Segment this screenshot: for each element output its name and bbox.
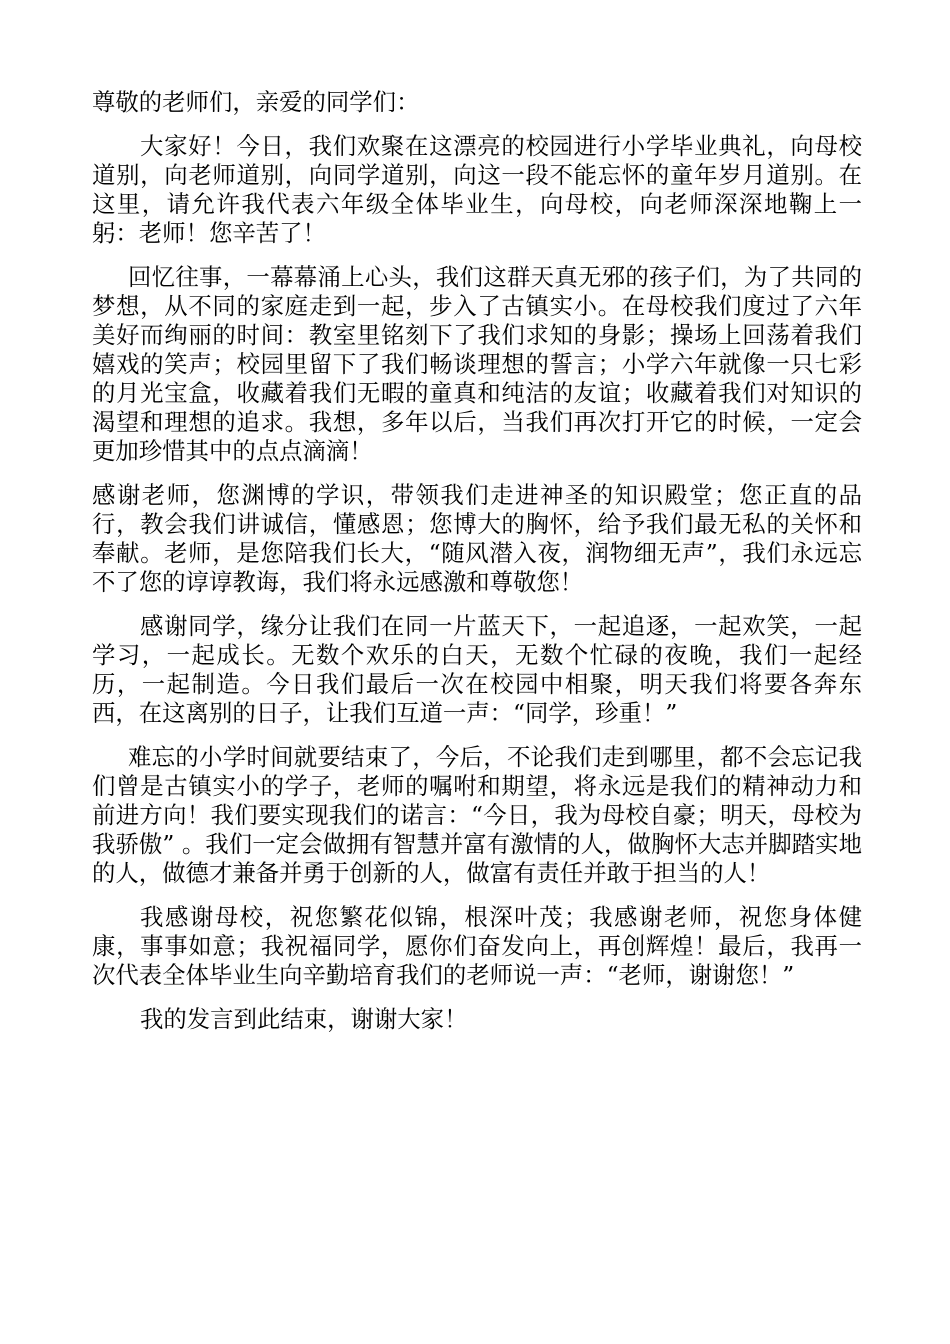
- paragraph-thanks-teachers: 感谢老师，您渊博的学识，带领我们走进神圣的知识殿堂；您正直的品行，教会我们讲诚信，懂感恩；您博大的胸怀，给予我们最无私的关怀和奉献。老师，是您陪我们长大，“随风潜入夜，润物细无声”，我们永远忘不了您的谆谆教诲，我们将永远感激和尊敬您！: [92, 481, 862, 596]
- paragraph-opening: 大家好！今日，我们欢聚在这漂亮的校园进行小学毕业典礼，向母校道别，向老师道别，向同学道别，向这一段不能忘怀的童年岁月道别。在这里，请允许我代表六年级全体毕业生，向母校，向老师深深地鞠上一躬：老师！您辛苦了！: [92, 132, 862, 247]
- paragraph-closing: 我的发言到此结束，谢谢大家！: [140, 1005, 468, 1033]
- speech-document: [92, 88, 862, 1049]
- paragraph-future: 难忘的小学时间就要结束了，今后，不论我们走到哪里，都不会忘记我们曾是古镇实小的学子，老师的嘱咐和期望，将永远是我们的精神动力和前进方向！我们要实现我们的诺言：“今日，我为母校自豪；明天，母校为我骄傲” 。我们一定会做拥有智慧并富有激情的人，做胸怀大志并脚踏实地的人，做德才兼备并勇于创新的人，做富有责任并敢于担当的人！: [92, 743, 862, 887]
- paragraph-thanks-classmates: 感谢同学，缘分让我们在同一片蓝天下，一起追逐，一起欢笑，一起学习，一起成长。无数个欢乐的白天，无数个忙碌的夜晚，我们一起经历，一起制造。今日我们最后一次在校园中相聚，明天我们将要各奔东西，在这离别的日子，让我们互道一声：“同学，珍重！”: [92, 612, 862, 727]
- paragraph-blessings: 我感谢母校，祝您繁花似锦，根深叶茂；我感谢老师，祝您身体健康，事事如意；我祝福同学，愿你们奋发向上，再创辉煌！最后，我再一次代表全体毕业生向辛勤培育我们的老师说一声：“老师，谢谢您！”: [92, 903, 862, 989]
- paragraph-memories: 回忆往事，一幕幕涌上心头，我们这群天真无邪的孩子们，为了共同的梦想，从不同的家庭走到一起，步入了古镇实小。在母校我们度过了六年美好而绚丽的时间：教室里铭刻下了我们求知的身影；操场上回荡着我们嬉戏的笑声；校园里留下了我们畅谈理想的誓言；小学六年就像一只七彩的月光宝盒，收藏着我们无暇的童真和纯洁的友谊；收藏着我们对知识的渴望和理想的追求。我想，多年以后，当我们再次打开它的时候，一定会更加珍惜其中的点点滴滴！: [92, 263, 862, 465]
- greeting-line: 尊敬的老师们，亲爱的同学们：: [92, 88, 420, 116]
